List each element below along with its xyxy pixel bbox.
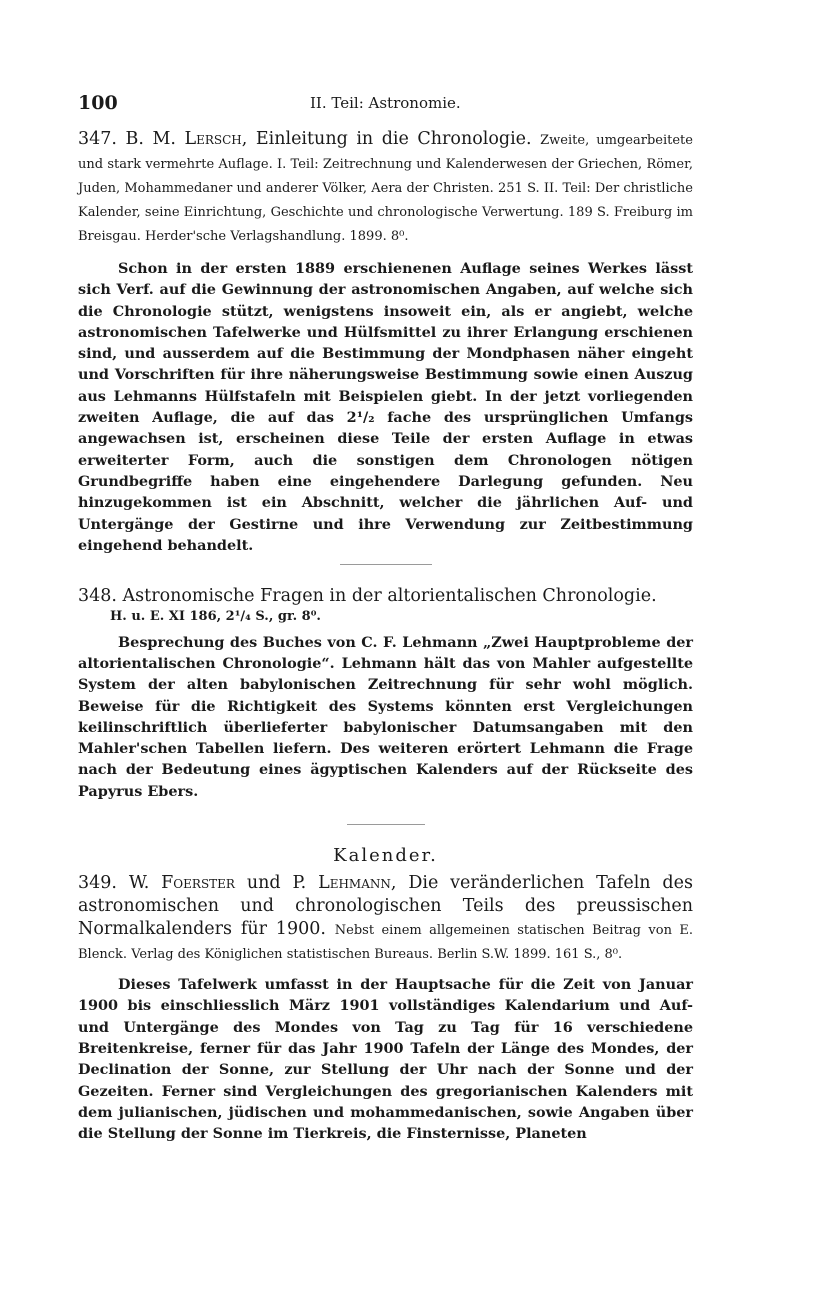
entry-biblio: Nebst einem allgemeinen statischen Beitrag von E. Blenck. Verlag des Königlichen statistischen Bureaus. Berlin S.W. 1899. 161 S., 8⁰. (78, 923, 693, 963)
entry-author-2: P. Lehmann, (292, 873, 397, 894)
running-head: II. Teil: Astronomie. (310, 94, 461, 112)
entry-349-heading (78, 872, 693, 966)
entry-title: Einleitung in die Chronologie. (255, 129, 532, 149)
section-heading: Kalender. (333, 845, 438, 867)
divider (340, 564, 432, 565)
entry-347-heading (78, 128, 693, 248)
entry-biblio: Zweite, umgearbeitete und stark vermehrte Auflage. I. Teil: Zeitrechnung und Kalenderwesen der Griechen, Römer, Juden, Mohammedaner und anderer Völker, Aera der Christen. 251 S. II. Teil: Der christliche Kalender, seine Einrichtung, Geschichte und chronologische Verwertung. 189 S. Freiburg im Breisgau. Herder'sche Verlagshandlung. 1899. 8⁰. (78, 133, 693, 244)
divider (347, 824, 425, 825)
entry-number: 348. (78, 586, 117, 607)
entry-348 (78, 585, 693, 802)
entry-author-1: W. Foerster (128, 873, 235, 894)
entry-349 (78, 872, 693, 1144)
entry-title: Astronomische Fragen in der altorientalischen Chronologie. (122, 586, 657, 607)
entry-347-body: Schon in der ersten 1889 erschienenen Auflage seines Werkes lässt sich Verf. auf die Gewinnung der astronomischen Angaben, auf welche sich die Chronologie stützt, wenigstens insoweit ein, als er angiebt, welche astronomischen Tafelwerke und Hülfsmittel zu ihrer Erlangung erschienen sind, und ausserdem auf die Bestimmung der Mondphasen näher eingeht und Vorschriften für ihre näherungsweise Bestimmung sowie einen Auszug aus Lehmanns Hülfstafeln mit Beispielen giebt. In der jetzt vorliegenden zweiten Auflage, die auf das 2¹/₂ fache des ursprünglichen Umfangs angewachsen ist, erscheinen diese Teile der ersten Auflage in etwas erweiterter Form, auch die sonstigen dem Chronologen nötigen Grundbegriffe haben eine eingehendere Darlegung gefunden. Neu hinzugekommen ist ein Abschnitt, welcher die jährlichen Auf- und Untergänge der Gestirne und ihre Verwendung zur Zeitbestimmung eingehend behandelt. (78, 260, 693, 554)
page-header (78, 88, 693, 114)
entry-number: 347. (78, 129, 117, 149)
entry-conjunction: und (246, 873, 281, 894)
entry-347 (78, 128, 693, 556)
entry-title: Die veränderlichen Tafeln des astronomischen und chronologischen Teils des preussischen Normalkalenders für 1900. (78, 873, 693, 940)
entry-348-heading (78, 585, 693, 608)
page-number: 100 (78, 92, 118, 114)
entry-biblio: H. u. E. XI 186, 2¹/₄ S., gr. 8⁰. (110, 609, 321, 625)
entry-348-body: Besprechung des Buches von C. F. Lehmann „Zwei Hauptprobleme der altorientalischen Chronologie“. Lehmann hält das von Mahler aufgestellte System der alten babylonischen Zeitrechnung für sehr wohl möglich. Beweise für die Richtigkeit des Systems könnten erst Vergleichungen keilinschriftlich überlieferter babylonischer Datumsangaben mit den Mahler'schen Tabellen liefern. Des weiteren erörtert Lehmann die Frage nach der Bedeutung eines ägyptischen Kalenders auf der Rückseite des Papyrus Ebers. (78, 633, 693, 800)
entry-author: B. M. Lersch, (125, 129, 248, 149)
entry-number: 349. (78, 873, 117, 894)
entry-349-body: Dieses Tafelwerk umfasst in der Hauptsache für die Zeit von Januar 1900 bis einschliesslich März 1901 vollständiges Kalendarium und Auf- und Untergänge des Mondes von Tag zu Tag für 16 verschiedene Breitenkreise, ferner für das Jahr 1900 Tafeln der Länge des Mondes, der Declination der Sonne, zur Stellung der Uhr nach der Sonne und der Gezeiten. Ferner sind Vergleichungen des gregorianischen Kalenders mit dem julianischen, jüdischen und mohammedanischen, sowie Angaben über die Stellung der Sonne im Tierkreis, die Finsternisse, Planeten (78, 976, 693, 1143)
page (78, 88, 693, 1144)
